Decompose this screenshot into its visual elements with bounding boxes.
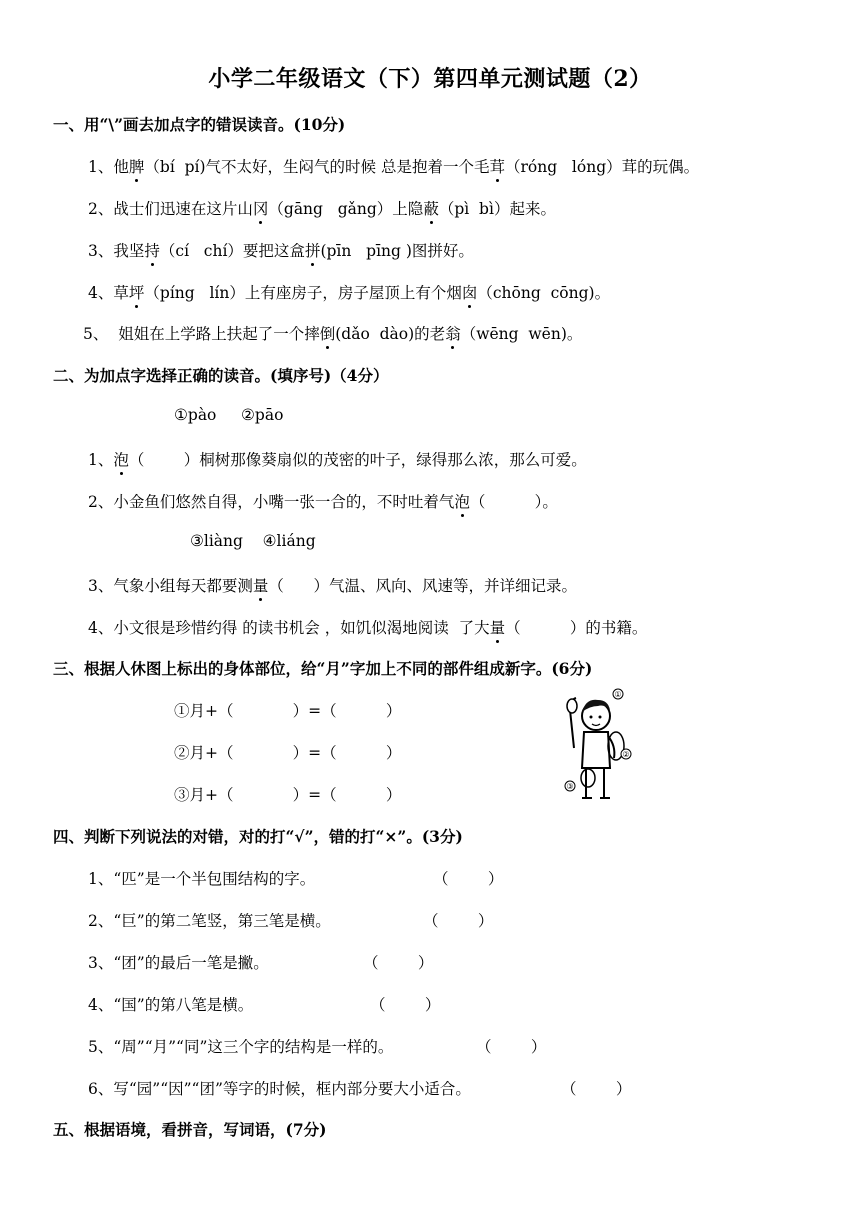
q4-line-5: 5、“周”“月”“同”这三个字的结构是一样的。 — [88, 1038, 394, 1056]
dotted-char: 倒 — [320, 322, 336, 344]
q2-line-3: 3、气象小组每天都要测量（ ）气温、风向、风速等，并详细记录。 — [88, 574, 577, 596]
dotted-char: 泡 — [454, 490, 470, 512]
q1-line-1: 1、他脾（bí pí)气不太好，生闷气的时候 总是抱着一个毛茸（róng lóng）茸的玩偶。 — [88, 155, 699, 177]
q4-line-2: 2、“巨”的第二笔竖，第三笔是横。 — [88, 912, 331, 930]
dotted-char: 蔽 — [423, 197, 439, 219]
dotted-char: 茸 — [489, 155, 505, 177]
dotted-char: 脾 — [129, 155, 145, 177]
dotted-char: 泡 — [113, 448, 129, 470]
mark-3: ③ — [566, 782, 574, 791]
section-4-heading: 四、判断下列说法的对错，对的打“√”，错的打“×”。(3分) — [53, 827, 463, 846]
q4-line-6: 6、写“园”“因”“团”等字的时候，框内部分要大小适合。 — [88, 1080, 471, 1098]
dotted-char: 冈 — [253, 197, 269, 219]
q4-answer-blank-3[interactable]: （ ） — [363, 954, 434, 972]
page-title: 小学二年级语文（下）第四单元测试题（2） — [208, 66, 652, 92]
dotted-char: 坪 — [129, 281, 145, 303]
pinyin-options-2: ③liàng ④liáng — [190, 532, 316, 550]
q1-line-2: 2、战士们迅速在这片山冈（gāng gǎng）上隐蔽（pì bì）起来。 — [88, 197, 556, 219]
q4-answer-blank-5[interactable]: （ ） — [476, 1038, 547, 1056]
dotted-char: 囱 — [462, 281, 478, 303]
q2-line-1: 1、泡（ ）桐树那像葵扇似的茂密的叶子，绿得那么浓，那么可爱。 — [88, 448, 587, 470]
q3-line-3: ③月+（ ）=（ ） — [174, 786, 402, 804]
q4-answer-blank-2[interactable]: （ ） — [423, 912, 494, 930]
section-2-heading: 二、为加点字选择正确的读音。(填序号)（4分） — [53, 366, 389, 385]
q4-line-4: 4、“国”的第八笔是横。 — [88, 996, 254, 1014]
q4-line-1: 1、“匹”是一个半包围结构的字。 — [88, 870, 316, 888]
pinyin-options-1: ①pào ②pāo — [174, 406, 284, 424]
q2-line-2: 2、小金鱼们悠然自得，小嘴一张一合的，不时吐着气泡（ ）。 — [88, 490, 558, 512]
dotted-char: 翁 — [445, 322, 461, 344]
q4-line-3: 3、“团”的最后一笔是撇。 — [88, 954, 269, 972]
q1-line-5: 5、 姐姐在上学路上扶起了一个摔倒(dǎo dào)的老翁（wēng wēn)。 — [83, 322, 582, 344]
section-1-heading: 一、用“\”画去加点字的错误读音。(10分) — [53, 115, 346, 134]
mark-2: ② — [622, 750, 630, 759]
q1-line-3: 3、我坚持（cí chí）要把这盒拼(pīn pīng )图拼好。 — [88, 239, 474, 261]
q4-answer-blank-4[interactable]: （ ） — [370, 996, 441, 1014]
q3-line-1: ①月+（ ）=（ ） — [174, 702, 402, 720]
dotted-char: 拼 — [305, 239, 321, 261]
q4-answer-blank-6[interactable]: （ ） — [561, 1080, 632, 1098]
body-parts-figure — [560, 686, 640, 806]
q3-line-2: ②月+（ ）=（ ） — [174, 744, 402, 762]
dotted-char: 量 — [253, 574, 269, 596]
section-5-heading: 五、根据语境，看拼音，写词语，(7分) — [53, 1120, 327, 1139]
dotted-char: 持 — [144, 239, 160, 261]
q4-answer-blank-1[interactable]: （ ） — [433, 870, 504, 888]
q1-line-4: 4、草坪（píng lín）上有座房子，房子屋顶上有个烟囱（chōng cōng)。 — [88, 281, 610, 303]
section-3-heading: 三、根据人休图上标出的身体部位，给“月”字加上不同的部件组成新字。(6分) — [53, 659, 593, 678]
mark-1: ① — [614, 690, 622, 699]
q2-line-4: 4、小文很是珍惜约得 的读书机会 ，如饥似渴地阅读 了大量（ ）的书籍。 — [88, 616, 647, 638]
dotted-char: 量 — [490, 616, 506, 638]
